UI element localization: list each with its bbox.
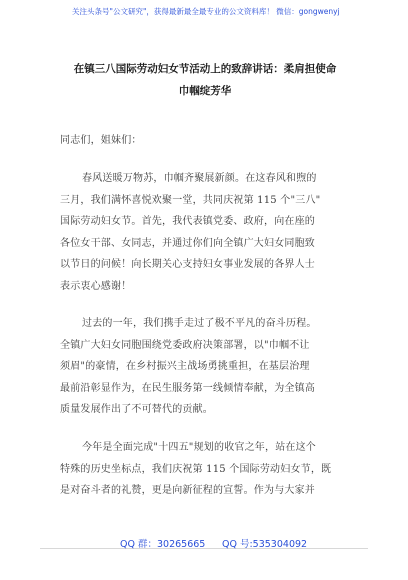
paragraph-3	[82, 437, 372, 459]
footer-qq-group: QQ 群：30265665	[120, 539, 206, 550]
paragraph-line: 今年是全面完成"十四五"规划的收官之年，站在这个	[82, 442, 316, 453]
paragraph-line: 是对奋斗者的礼赞，更是向新征程的宣誓。作为与大家并	[60, 485, 315, 496]
paragraph-line: 三月，我们满怀喜悦欢聚一堂，共同庆祝第 115 个"三八"	[60, 194, 321, 206]
paragraph-3-cont	[60, 459, 360, 502]
paragraph-line: 质量发展作出了不可替代的贡献。	[60, 404, 213, 415]
paragraph-line: 过去的一年，我们携手走过了极不平凡的奋斗历程。	[82, 318, 317, 329]
paragraph-line: 最前沿彰显作为，在民生服务第一线倾情奉献，为全镇高	[60, 382, 315, 394]
paragraph-line: 须眉"的豪情，在乡村振兴主战场勇挑重担，在基层治理	[60, 361, 310, 372]
paragraph-line: 表示衷心感谢！	[60, 280, 132, 292]
header-banner-text: 关注头条号"公文研究"，获得最新最全最专业的公文资料库！ 微信：gongwenyj	[72, 7, 340, 16]
paragraph-1	[82, 168, 372, 190]
paragraph-1-cont	[60, 190, 360, 298]
paragraph-2-cont	[60, 335, 360, 421]
paragraph-line: 以节日的问候！向长期关心支持妇女事业发展的各界人士	[60, 259, 315, 270]
paragraph-2	[82, 313, 372, 335]
salutation	[60, 130, 360, 152]
paragraph-line: 特殊的历史坐标点，我们庆祝第 115 个国际劳动妇女节，既	[60, 463, 332, 475]
paragraph-line: 全镇广大妇女同胞围绕党委政府决策部署，以"巾帼不让	[60, 339, 310, 351]
document-title	[45, 58, 365, 102]
paragraph-line: 春风送暖万物苏，巾帼齐聚展新颜。在这春风和煦的	[82, 173, 317, 184]
paragraph-line: 各位女干部、女同志，并通过你们向全镇广大妇女同胞致	[60, 237, 315, 249]
salutation-line: 同志们，姐妹们：	[60, 135, 142, 146]
document-title-line-1: 在镇三八国际劳动妇女节活动上的致辞讲话：柔肩担使命	[73, 63, 337, 75]
header-banner	[72, 7, 362, 17]
paragraph-line: 国际劳动妇女节。首先，我代表镇党委、政府，向在座的	[60, 216, 315, 227]
footer-qq-number: QQ 号:535304092	[222, 539, 308, 550]
document-title-line-2: 巾帼绽芳华	[178, 85, 232, 97]
